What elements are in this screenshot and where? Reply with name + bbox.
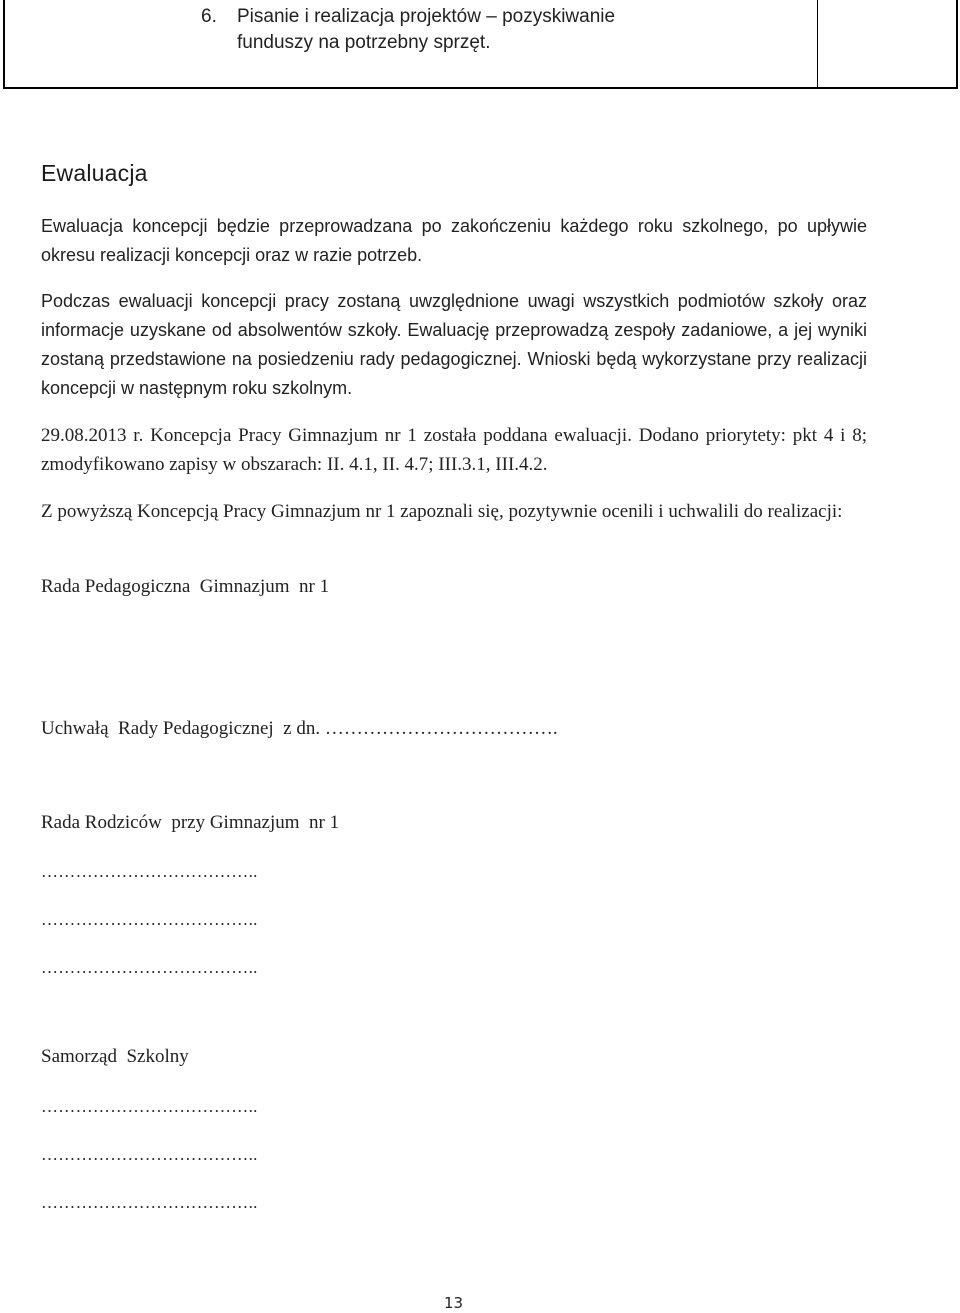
table-column-divider (817, 0, 818, 87)
parents-signature-line: ……………………………….. (41, 910, 258, 929)
table-item-line2: funduszy na potrzebny sprzęt. (237, 32, 491, 53)
section-title: Ewaluacja (41, 160, 148, 186)
table-item (201, 4, 615, 56)
page-number: 13 (444, 1294, 464, 1312)
student-signature-line: ……………………………….. (41, 1193, 258, 1212)
pedagogical-council-label: Rada Pedagogiczna Gimnazjum nr 1 (41, 576, 330, 597)
resolution-line: Uchwałą Rady Pedagogicznej z dn. ………………………………. (41, 718, 558, 739)
parents-signature-line: ……………………………….. (41, 958, 258, 977)
project-table (3, 0, 958, 89)
table-item-line1: Pisanie i realizacja projektów – pozyskiwanie (237, 6, 616, 27)
approval-paragraph: Z powyższą Koncepcją Pracy Gimnazjum nr 1 zapoznali się, pozytywnie ocenili i uchwalili do realizacji: (41, 501, 843, 522)
student-signature-line: ……………………………….. (41, 1097, 258, 1116)
evaluation-paragraph-1: Ewaluacja koncepcji będzie przeprowadzana po zakończeniu każdego roku szkolnego, po upływie okresu realizacji koncepcji oraz w razie potrzeb. (41, 216, 867, 265)
parents-council-label: Rada Rodziców przy Gimnazjum nr 1 (41, 812, 340, 833)
evaluation-paragraph-2: Podczas ewaluacji koncepcji pracy zostaną uwzględnione uwagi wszystkich podmiotów szkoły oraz informacje uzyskane od absolwentów szkoły. Ewaluację przeprowadzą zespoły zadaniowe, a jej wyniki zostaną przedstawione na posiedzeniu rady pedagogicznej. Wnioski będą wykorzystane przy realizacji koncepcji w następnym roku szkolnym. (41, 291, 867, 398)
student-government-label: Samorząd Szkolny (41, 1046, 189, 1067)
student-signature-line: ……………………………….. (41, 1145, 258, 1164)
parents-signature-line: ……………………………….. (41, 862, 258, 881)
evaluation-paragraph-3: 29.08.2013 r. Koncepcja Pracy Gimnazjum nr 1 została poddana ewaluacji. Dodano priorytety: pkt 4 i 8; zmodyfikowano zapisy w obszarach: II. 4.1, II. 4.7; III.3.1, III.4.2. (41, 425, 867, 475)
table-item-number: 6. (201, 6, 217, 27)
